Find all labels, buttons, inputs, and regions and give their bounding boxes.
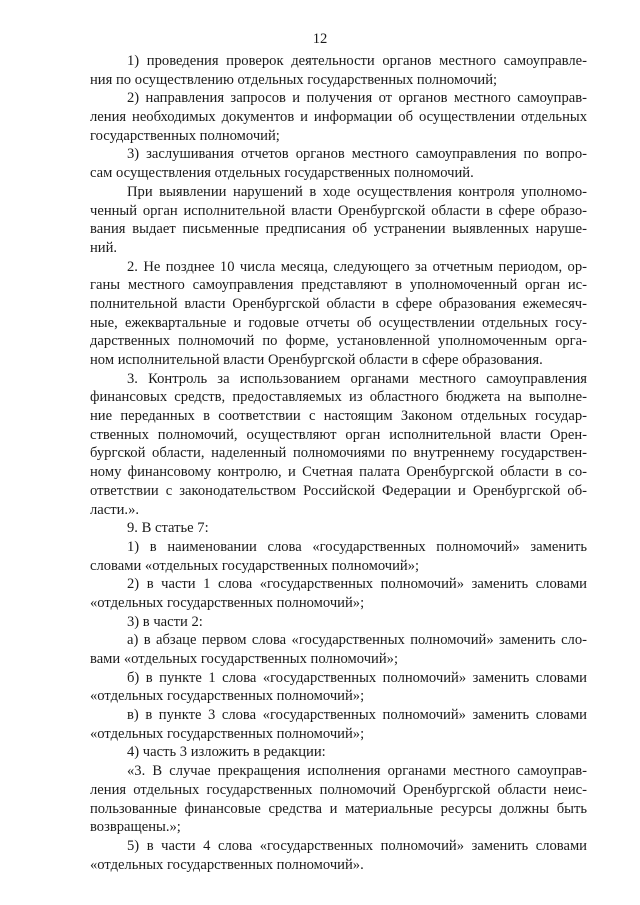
paragraph-line: При выявлении нарушений в ходе осуществления контроля уполномо- — [127, 183, 587, 200]
paragraph — [90, 669, 587, 706]
paragraph-line: «3. В случае прекращения исполнения органами местного самоуправ- — [127, 763, 587, 780]
paragraph-line: словами «отдельных государственных полномочий»; — [90, 557, 420, 574]
paragraph-line: дарственных полномочий по форме, установленной уполномоченным орга- — [90, 333, 587, 350]
paragraph — [90, 519, 587, 538]
paragraph-line: возвращены.»; — [90, 819, 181, 836]
paragraph-line: 9. В статье 7: — [127, 520, 209, 537]
paragraph — [90, 762, 587, 837]
paragraph-line: ответствии с законодательством Российской Федерации и Оренбургской об- — [90, 482, 587, 499]
paragraph-line: бургской области, наделенный полномочиями по внутреннему государствен- — [90, 445, 587, 462]
paragraph — [90, 613, 587, 632]
paragraph-line: ласти.». — [90, 501, 140, 518]
paragraph-line: ганы местного самоуправления представляют в уполномоченный орган ис- — [90, 277, 587, 294]
paragraph — [90, 837, 587, 874]
paragraph — [90, 370, 587, 520]
paragraph — [90, 145, 587, 182]
paragraph — [90, 52, 587, 89]
paragraph-line: 1) проведения проверок деятельности органов местного самоуправле- — [127, 53, 587, 69]
paragraph-line: «отдельных государственных полномочий»; — [90, 725, 365, 742]
paragraph — [90, 743, 587, 762]
paragraph-line: 2) в части 1 слова «государственных полномочий» заменить словами — [127, 576, 587, 593]
page-number: 12 — [312, 31, 328, 47]
paragraph — [90, 258, 587, 370]
paragraph-line: ний. — [90, 239, 118, 256]
paragraph-line: 2. Не позднее 10 числа месяца, следующего за отчетным периодом, ор- — [127, 258, 587, 275]
paragraph — [90, 706, 587, 743]
paragraph-line: полнительной власти Оренбургской области в сфере образования ежемесяч- — [90, 295, 587, 312]
paragraph-line: 4) часть 3 изложить в редакции: — [127, 744, 326, 761]
paragraph — [90, 575, 587, 612]
paragraph-line: ченный орган исполнительной власти Оренбургской области в сфере образо- — [90, 202, 587, 219]
paragraph-line: в) в пункте 3 слова «государственных полномочий» заменить словами — [127, 707, 587, 724]
paragraph-line: ления отдельных государственных полномочий Оренбургской области неис- — [90, 781, 587, 798]
paragraph — [90, 89, 587, 145]
paragraph-line: 1) в наименовании слова «государственных полномочий» заменить — [127, 538, 587, 555]
paragraph-line: финансовых средств, предоставляемых из областного бюджета на выполне- — [90, 389, 587, 406]
paragraph — [90, 631, 587, 668]
paragraph-line: 2) направления запросов и получения от органов местного самоуправ- — [127, 90, 587, 107]
paragraph — [90, 538, 587, 575]
paragraph-line: вания выдает письменные предписания об устранении выявленных наруше- — [90, 221, 587, 238]
paragraph-line: сам осуществления отдельных государственных полномочий. — [90, 165, 474, 182]
document-body — [90, 52, 587, 874]
paragraph-line: ному финансовому контролю, и Счетная палата Оренбургской области в со- — [90, 464, 587, 481]
paragraph-line: 3. Контроль за использованием органами местного самоуправления — [127, 370, 587, 387]
paragraph — [90, 183, 587, 258]
paragraph-line: 3) в части 2: — [127, 613, 203, 630]
paragraph-line: ние переданных в соответствии с настоящим Законом отдельных государ- — [90, 408, 587, 425]
paragraph-line: а) в абзаце первом слова «государственных полномочий» заменить сло- — [127, 632, 587, 649]
paragraph-line: пользованные финансовые средства и материальные ресурсы должны быть — [90, 800, 587, 817]
paragraph-line: ственных полномочий, осуществляют орган исполнительной власти Орен- — [90, 426, 587, 443]
paragraph-line: ные, ежеквартальные и годовые отчеты об осуществлении отдельных госу- — [90, 314, 587, 331]
paragraph-line: вами «отдельных государственных полномочий»; — [90, 651, 398, 667]
paragraph-line: ния по осуществлению отдельных государственных полномочий; — [90, 71, 498, 88]
paragraph-line: ном исполнительной власти Оренбургской области в сфере образования. — [90, 352, 543, 368]
paragraph-line: «отдельных государственных полномочий». — [90, 856, 364, 873]
paragraph-line: 5) в части 4 слова «государственных полномочий» заменить словами — [127, 837, 587, 854]
paragraph-line: 3) заслушивания отчетов органов местного самоуправления по вопро- — [127, 146, 587, 163]
paragraph-line: государственных полномочий; — [90, 127, 280, 144]
paragraph-line: «отдельных государственных полномочий»; — [90, 594, 365, 611]
paragraph-line: «отдельных государственных полномочий»; — [90, 688, 365, 705]
paragraph-line: б) в пункте 1 слова «государственных полномочий» заменить словами — [127, 669, 587, 686]
paragraph-line: ления необходимых документов и информации об осуществлении отдельных — [90, 109, 587, 126]
